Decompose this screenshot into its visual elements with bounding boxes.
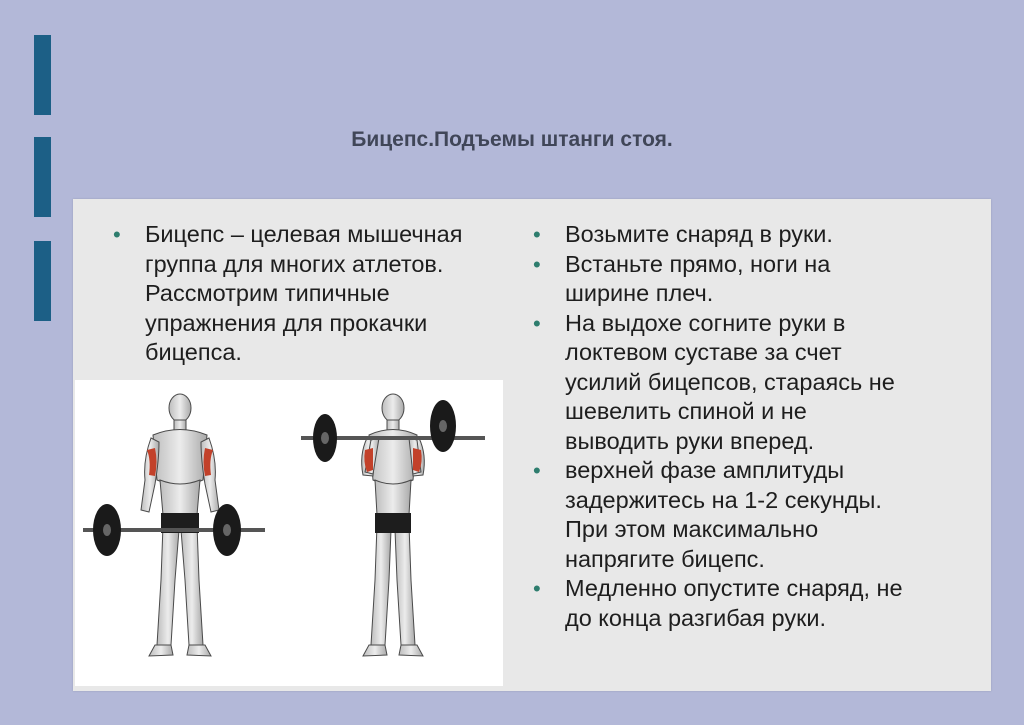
right-bullet-text: На выдохе согните руки в локтевом суставе за счет усилий бицепсов, стараясь не шевелить спиной и не выводить руки вперед. (565, 309, 895, 454)
left-bullet-item (113, 220, 493, 368)
bullet-icon: • (533, 576, 541, 601)
left-bullet-text: Бицепс – целевая мышечная группа для многих атлетов. Рассмотрим типичные упражнения для прокачки бицепса. (145, 221, 463, 365)
right-bullet-item (533, 456, 913, 574)
right-bullet-item (533, 250, 913, 309)
bullet-icon: • (533, 251, 541, 277)
barbell-curl-illustration (75, 380, 503, 686)
right-bullet-text: верхней фазе амплитуды задержитесь на 1-2 секунды. При этом максимально напрягите бицепс. (565, 457, 882, 572)
shorts-top (375, 513, 411, 533)
accent-bar-top (34, 35, 51, 115)
right-bullet-item (533, 220, 913, 250)
left-bullet-list (113, 220, 493, 368)
bullet-icon: • (533, 458, 541, 483)
bullet-icon: • (533, 310, 541, 336)
slide-title: Бицепс.Подъемы штанги стоя. (351, 128, 673, 151)
right-bullet-text: Встаньте прямо, ноги на ширине плеч. (565, 250, 831, 306)
right-bullet-item (533, 574, 913, 633)
right-bullet-item (533, 309, 913, 457)
bullet-icon: • (113, 222, 121, 247)
accent-bar-bottom (34, 241, 51, 321)
bullet-icon: • (533, 222, 541, 247)
right-bullet-text: Возьмите снаряд в руки. (565, 221, 833, 247)
right-bullet-text: Медленно опустите снаряд, не до конца разгибая руки. (565, 575, 903, 631)
right-bullet-list (533, 220, 913, 633)
